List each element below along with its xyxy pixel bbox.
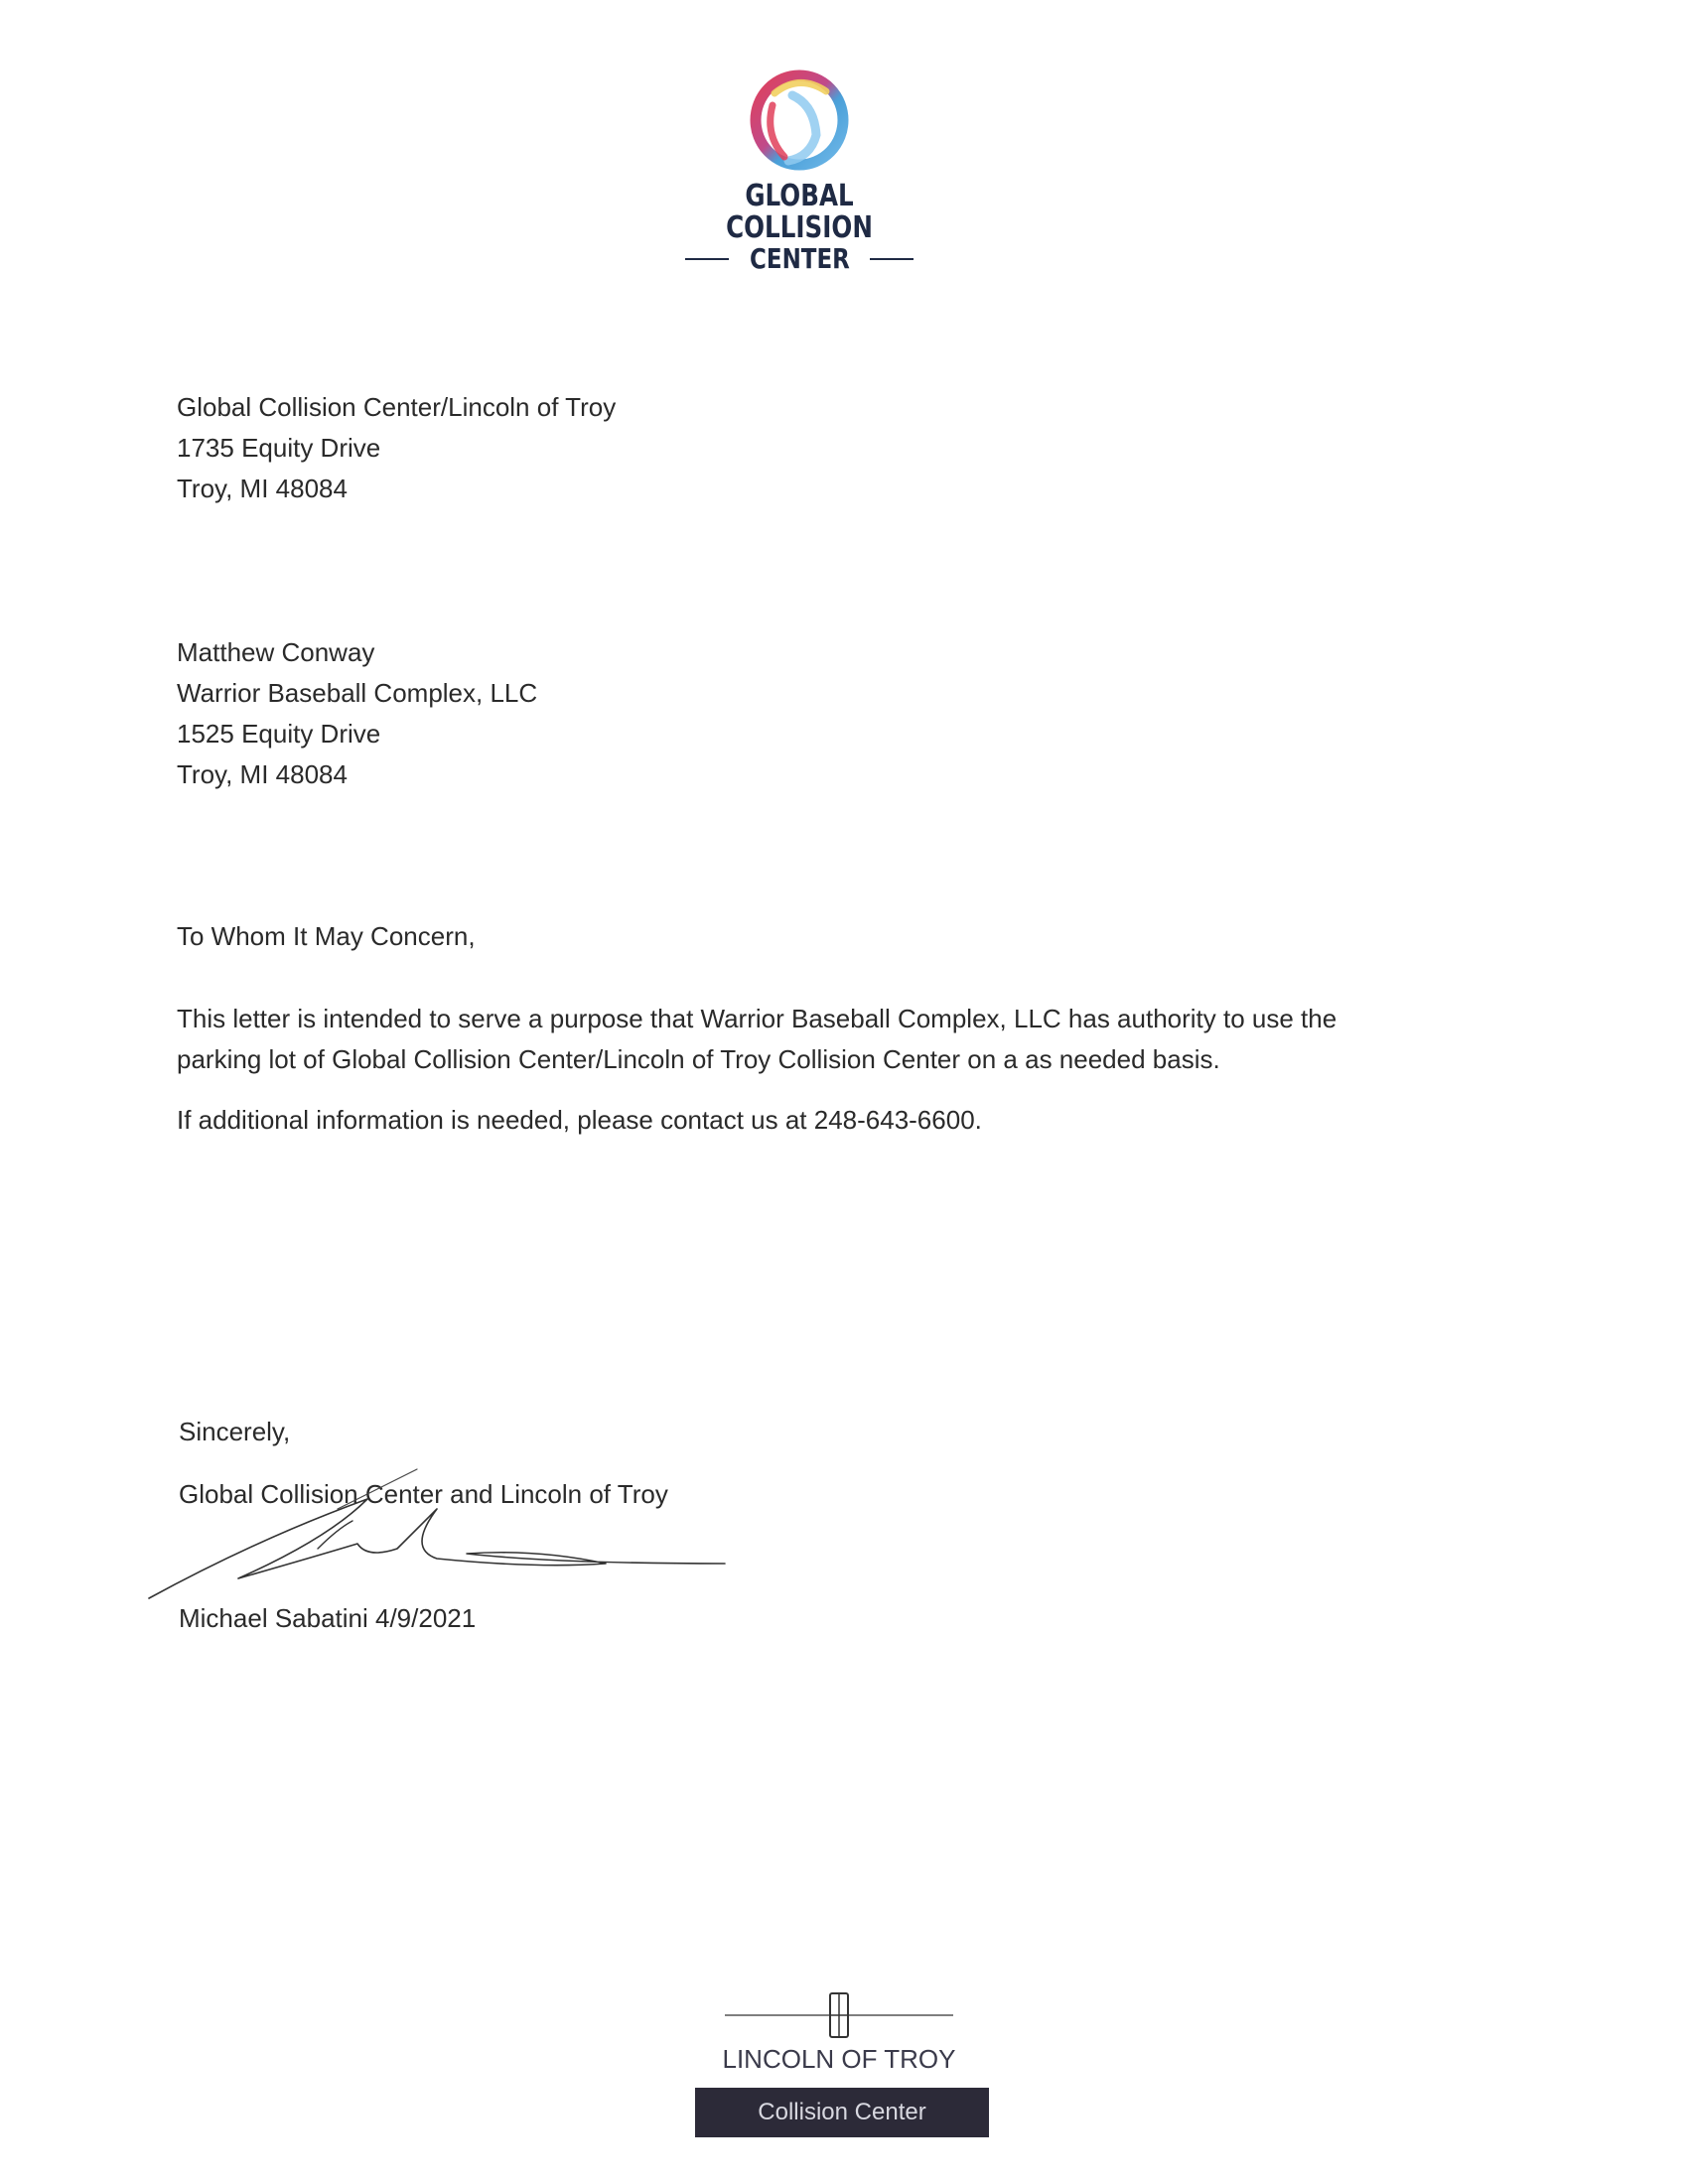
- header-logo: [685, 66, 914, 275]
- logo-title: GLOBAL COLLISION: [726, 179, 873, 245]
- sender-line: Global Collision Center/Lincoln of Troy: [177, 392, 617, 422]
- recipient-line: Matthew Conway: [177, 637, 375, 667]
- closing-organization: Global Collision Center and Lincoln of Troy: [179, 1479, 668, 1509]
- logo-subtitle-text: CENTER: [749, 242, 850, 275]
- footer-dealer-name: LINCOLN OF TROY: [722, 2044, 956, 2074]
- salutation: To Whom It May Concern,: [177, 921, 476, 951]
- signer-name-date: Michael Sabatini 4/9/2021: [179, 1603, 477, 1633]
- recipient-address: [177, 632, 537, 795]
- footer-logo: [695, 1990, 983, 2159]
- body-paragraph-contact: If additional information is needed, please contact us at 248-643-6600.: [177, 1105, 982, 1135]
- body-line: parking lot of Global Collision Center/Lincoln of Troy Collision Center on a as needed basis.: [177, 1044, 1220, 1074]
- body-line: This letter is intended to serve a purpose that Warrior Baseball Complex, LLC has authority to use the: [177, 1004, 1337, 1033]
- footer-badge: Collision Center: [695, 2088, 989, 2137]
- recipient-line: Warrior Baseball Complex, LLC: [177, 678, 538, 708]
- closing-sincerely: Sincerely,: [179, 1417, 291, 1446]
- lincoln-star-icon: [725, 1990, 953, 2040]
- logo-subtitle: [685, 244, 914, 274]
- ring-logo-icon: [745, 66, 854, 175]
- sender-line: 1735 Equity Drive: [177, 433, 381, 463]
- recipient-line: Troy, MI 48084: [177, 759, 348, 789]
- logo-rule-right: [870, 258, 914, 260]
- sender-address: [177, 387, 616, 509]
- sender-line: Troy, MI 48084: [177, 474, 348, 503]
- logo-rule-left: [685, 258, 729, 260]
- recipient-line: 1525 Equity Drive: [177, 719, 381, 749]
- body-paragraph: [177, 999, 1468, 1080]
